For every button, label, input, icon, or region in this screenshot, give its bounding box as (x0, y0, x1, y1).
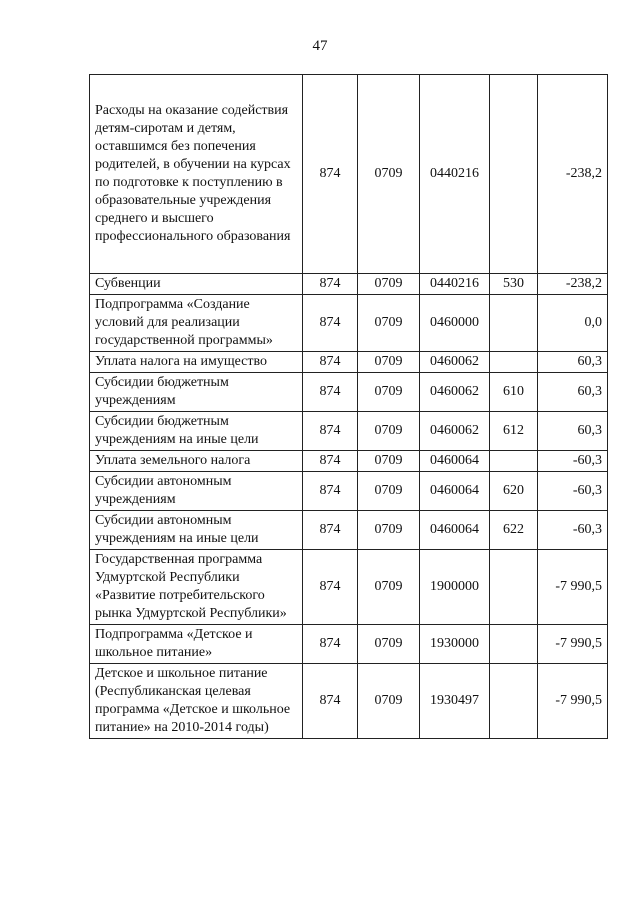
expense-type-code (490, 295, 538, 352)
department-code: 874 (303, 451, 358, 472)
table-row (90, 373, 608, 412)
page-number: 47 (312, 38, 328, 54)
expense-name: Детское и школьное питание (Республиканская целевая программа «Детское и школьное питание» на 2010-2014 годы) (90, 664, 303, 739)
expense-type-code: 610 (490, 373, 538, 412)
target-article-code: 1900000 (420, 550, 490, 625)
section-code: 0709 (358, 412, 420, 451)
expense-type-code: 622 (490, 511, 538, 550)
expense-name: Уплата земельного налога (90, 451, 303, 472)
department-code: 874 (303, 352, 358, 373)
expense-type-code (490, 664, 538, 739)
section-code: 0709 (358, 625, 420, 664)
section-code: 0709 (358, 373, 420, 412)
budget-table (89, 74, 608, 739)
section-code: 0709 (358, 511, 420, 550)
table-row (90, 274, 608, 295)
table-row (90, 472, 608, 511)
expense-name: Субсидии автономным учреждениям (90, 472, 303, 511)
section-code: 0709 (358, 664, 420, 739)
department-code: 874 (303, 295, 358, 352)
amount: -238,2 (538, 75, 608, 274)
expense-name: Субвенции (90, 274, 303, 295)
table-row (90, 664, 608, 739)
expense-type-code: 530 (490, 274, 538, 295)
target-article-code: 1930497 (420, 664, 490, 739)
table-row (90, 625, 608, 664)
target-article-code: 0460000 (420, 295, 490, 352)
expense-name: Субсидии бюджетным учреждениям на иные цели (90, 412, 303, 451)
department-code: 874 (303, 664, 358, 739)
expense-name: Субсидии автономным учреждениям на иные цели (90, 511, 303, 550)
department-code: 874 (303, 550, 358, 625)
expense-name: Государственная программа Удмуртской Республики «Развитие потребительского рынка Удмуртской Республики» (90, 550, 303, 625)
table-row (90, 511, 608, 550)
target-article-code: 0460064 (420, 511, 490, 550)
section-code: 0709 (358, 352, 420, 373)
amount: 60,3 (538, 412, 608, 451)
department-code: 874 (303, 75, 358, 274)
amount: -7 990,5 (538, 625, 608, 664)
target-article-code: 0460062 (420, 412, 490, 451)
amount: 60,3 (538, 373, 608, 412)
section-code: 0709 (358, 451, 420, 472)
table-row (90, 412, 608, 451)
expense-type-code (490, 625, 538, 664)
table-row (90, 451, 608, 472)
target-article-code: 0460064 (420, 472, 490, 511)
department-code: 874 (303, 412, 358, 451)
section-code: 0709 (358, 472, 420, 511)
section-code: 0709 (358, 550, 420, 625)
amount: -60,3 (538, 472, 608, 511)
target-article-code: 0460062 (420, 352, 490, 373)
table-row (90, 75, 608, 274)
department-code: 874 (303, 625, 358, 664)
amount: -60,3 (538, 451, 608, 472)
expense-name: Подпрограмма «Детское и школьное питание» (90, 625, 303, 664)
department-code: 874 (303, 511, 358, 550)
table-row (90, 550, 608, 625)
expense-type-code: 612 (490, 412, 538, 451)
expense-type-code: 620 (490, 472, 538, 511)
department-code: 874 (303, 373, 358, 412)
expense-type-code (490, 75, 538, 274)
expense-type-code (490, 352, 538, 373)
expense-name: Расходы на оказание содействия детям-сиротам и детям, оставшимся без попечения родителей, в обучении на курсах по подготовке к поступлению в образовательные учреждения среднего и высшего профессионального образования (90, 75, 303, 274)
amount: -7 990,5 (538, 550, 608, 625)
amount: -60,3 (538, 511, 608, 550)
amount: 60,3 (538, 352, 608, 373)
target-article-code: 0440216 (420, 75, 490, 274)
department-code: 874 (303, 472, 358, 511)
department-code: 874 (303, 274, 358, 295)
target-article-code: 0460064 (420, 451, 490, 472)
amount: -7 990,5 (538, 664, 608, 739)
section-code: 0709 (358, 274, 420, 295)
section-code: 0709 (358, 75, 420, 274)
section-code: 0709 (358, 295, 420, 352)
target-article-code: 0460062 (420, 373, 490, 412)
expense-type-code (490, 451, 538, 472)
amount: 0,0 (538, 295, 608, 352)
table-row (90, 352, 608, 373)
expense-type-code (490, 550, 538, 625)
target-article-code: 0440216 (420, 274, 490, 295)
target-article-code: 1930000 (420, 625, 490, 664)
amount: -238,2 (538, 274, 608, 295)
expense-name: Субсидии бюджетным учреждениям (90, 373, 303, 412)
expense-name: Уплата налога на имущество (90, 352, 303, 373)
table-row (90, 295, 608, 352)
expense-name: Подпрограмма «Создание условий для реализации государственной программы» (90, 295, 303, 352)
